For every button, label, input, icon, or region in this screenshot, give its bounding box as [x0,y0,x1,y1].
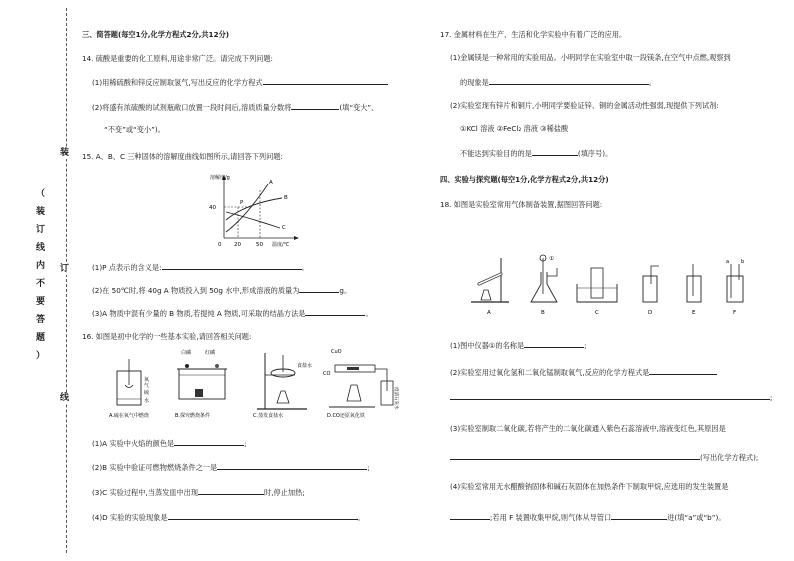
label-sulfur: 硫 [144,390,150,396]
answer-blank[interactable] [263,77,388,85]
binding-label-zhuang: 装 [60,148,70,158]
question-15-1: (1)P 点表示的含义是: 。 [92,263,309,272]
question-14-1: (1)用稀硫酸和锌反应制取氢气,写出反应的化学方程式 [92,77,388,87]
graph-x-arrow [294,236,299,240]
graph-label-a: A [269,180,273,186]
question-17-2-ask: 不能达到实验目的的是 (填序号)。 [460,149,613,158]
figure-d [323,349,400,410]
graph-label-p: P [240,200,244,206]
question-18-2-cont: ; [450,392,772,402]
question-17-1: (1)金属镁是一种常用的实验用品。小明同学在实验室中取一段镁条,在空气中点燃,观察到 [450,53,731,62]
binding-vertical-note: （ 装 订 线 内 不 要 答 题 ） [36,189,46,361]
answer-blank[interactable] [168,512,358,520]
question-18-3: (3)实验室制取二氧化碳,若将产生的二氧化碳通入紫色石蕊溶液中,溶液变红色,其原因是 [450,424,726,433]
answer-blank[interactable] [198,487,264,495]
answer-blank[interactable] [174,438,244,446]
apparatus-b [531,255,557,302]
question-14: 14. 硫酸是重要的化工原料,用途非常广泛。请完成下列问题: [82,54,273,63]
question-18: 18. 如图是实验室常用气体制备装置,据图回答问题: [440,200,603,209]
underwater-phosphorus [195,389,203,397]
bottle-e [687,276,701,302]
graph-ylabel: 溶解度/g [210,175,230,181]
section-3-title: 三、简答题(每空1分,化学方程式2分,共12分) [82,30,230,39]
experiment-figures [95,345,415,420]
solubility-curve-graph [200,168,310,248]
question-14-2: (2)将盛有浓硫酸的试剂瓶敞口放置一段时间后,溶质质量分数将 (填“变大”、 [92,103,379,112]
answer-blank[interactable] [524,340,584,348]
label-oxygen-2: 气 [144,383,150,389]
section-4-title: 四、实验与探究题(每空1分,化学方程式2分,共12分) [440,175,609,184]
caption-d: D.CO还原氧化铁 [327,413,365,419]
port-a-label: a [726,259,730,265]
answer-blank[interactable] [305,308,365,316]
graph-x50: 50 [256,242,263,248]
label-water: 水 [144,398,150,404]
label-co: CO [323,371,331,377]
question-15-3: (3)A 物质中混有少量的 B 物质,若提纯 A 物质,可采取的结晶方法是 。 [92,309,373,318]
answer-blank[interactable] [450,392,770,400]
curve-b [226,198,282,220]
answer-blank[interactable] [649,367,717,375]
caption-a: A.硫在氧气中燃烧 [109,413,149,419]
instrument-mark-1: ① [549,256,554,262]
bottle-d [643,276,657,302]
apparatus-f [726,259,744,302]
graph-label-b: B [284,195,288,201]
answer-blank[interactable] [450,512,490,520]
conical-flask [531,272,557,302]
label-oxygen: 氧 [144,377,150,383]
caption-b: B.探究燃烧条件 [175,413,211,419]
alcohol-lamp [481,290,491,300]
question-18-2: (2)实验室用过氧化氢和二氧化锰制取氧气,反应的化学方程式是 [450,367,717,377]
graph-xlabel: 温度/℃ [272,242,290,248]
iron-oxide [347,367,359,370]
question-14-2-options: “不变”或“变小”)。 [104,125,165,134]
question-16: 16. 如图是初中化学的一些基本实验,请回答相关问题: [82,332,252,341]
question-18-1: (1)图中仪器①的名称是 ; [450,341,587,350]
caption-c: C.蒸发食盐水 [253,413,284,419]
label-cuo: CuO [331,349,342,355]
answer-blank[interactable] [450,452,700,460]
apparatus-label-d: D [648,310,653,316]
water-trough [577,284,617,302]
apparatus-c [577,268,617,302]
question-16-1: (1)A 实验中火焰的颜色是 ; [92,439,247,448]
question-17-2-reagents: ①KCl 溶液 ②FeCl₂ 溶液 ③稀盐酸 [460,124,569,133]
answer-blank[interactable] [489,77,649,85]
spoon-cup [125,385,133,388]
figure-b [177,349,227,399]
alcohol-lamp [277,391,289,403]
figure-a [117,359,149,405]
apparatus-label-c: C [595,310,599,316]
graph-origin: 0 [218,242,222,248]
question-18-3-cont: (写出化学方程式); [450,452,758,462]
question-15: 15. A、B、C 三种固体的溶解度曲线如图所示,请回答下列问题: [82,152,283,161]
apparatus-label-b: B [541,310,545,316]
answer-blank[interactable] [611,512,667,520]
question-17-2: (2)实验室现有锌片和铜片,小明同学要验证锌、铜的金属活动性强弱,现提供下列试剂: [450,101,719,110]
answer-blank[interactable] [217,462,367,470]
answer-blank[interactable] [162,262,302,270]
answer-blank[interactable] [291,102,339,110]
apparatus-a [471,258,509,302]
question-15-2: (2)在 50℃时,将 40g A 物质投入到 50g 水中,形成溶液的质量为 g。 [92,286,352,295]
question-18-4: (4)实验室常用无水醋酸钠固体和碱石灰固体在加热条件下制取甲烷,应选用的发生装置是 [450,482,729,491]
gas-collecting-bottle [591,268,603,298]
apparatus-e [687,264,701,302]
graph-x20: 20 [234,242,241,248]
red-phosphorus [215,364,219,368]
question-17: 17. 金属材料在生产、生活和化学实验中有着广泛的应用。 [440,30,627,39]
question-16-4: (4)D 实验的实验现象是 。 [92,513,365,522]
gas-apparatus-figure [465,254,765,316]
label-red-phosphorus: 红磷 [205,350,216,356]
graph-label-c: C [282,225,286,231]
graph-y40: 40 [209,205,216,211]
answer-blank[interactable] [532,148,578,156]
apparatus-label-e: E [692,310,696,316]
label-limewater: 澄清石灰水 [393,387,398,410]
question-16-3: (3)C 实验过程中,当蒸发皿中出现 时,停止加热; [92,488,305,497]
white-phosphorus [185,364,189,368]
binding-label-ding: 订 [60,264,70,274]
apparatus-label-a: A [487,310,491,316]
binding-line [66,8,67,553]
port-b-label: b [741,259,745,265]
question-18-4-cont: ;若用 F 装置收集甲烷,则气体从导管口 进(填“a”或“b”)。 [450,512,725,522]
apparatus-d [643,266,659,302]
label-salt-water: 食盐水 [297,363,313,369]
delivery-tube-b [547,268,557,276]
tube-d [651,266,659,284]
spirit-lamp [347,385,361,401]
answer-blank[interactable] [299,285,339,293]
test-tube-inner [479,274,501,284]
binding-label-xian: 线 [60,393,70,403]
figure-c [257,353,312,409]
bottle-f [727,276,743,302]
question-16-2: (2)B 实验中验证可燃物燃烧条件之一是 ; [92,463,370,472]
apparatus-label-f: F [733,310,737,316]
question-17-1-cont: 的现象是 。 [460,78,656,87]
label-white-phosphorus: 白磷 [181,350,192,356]
